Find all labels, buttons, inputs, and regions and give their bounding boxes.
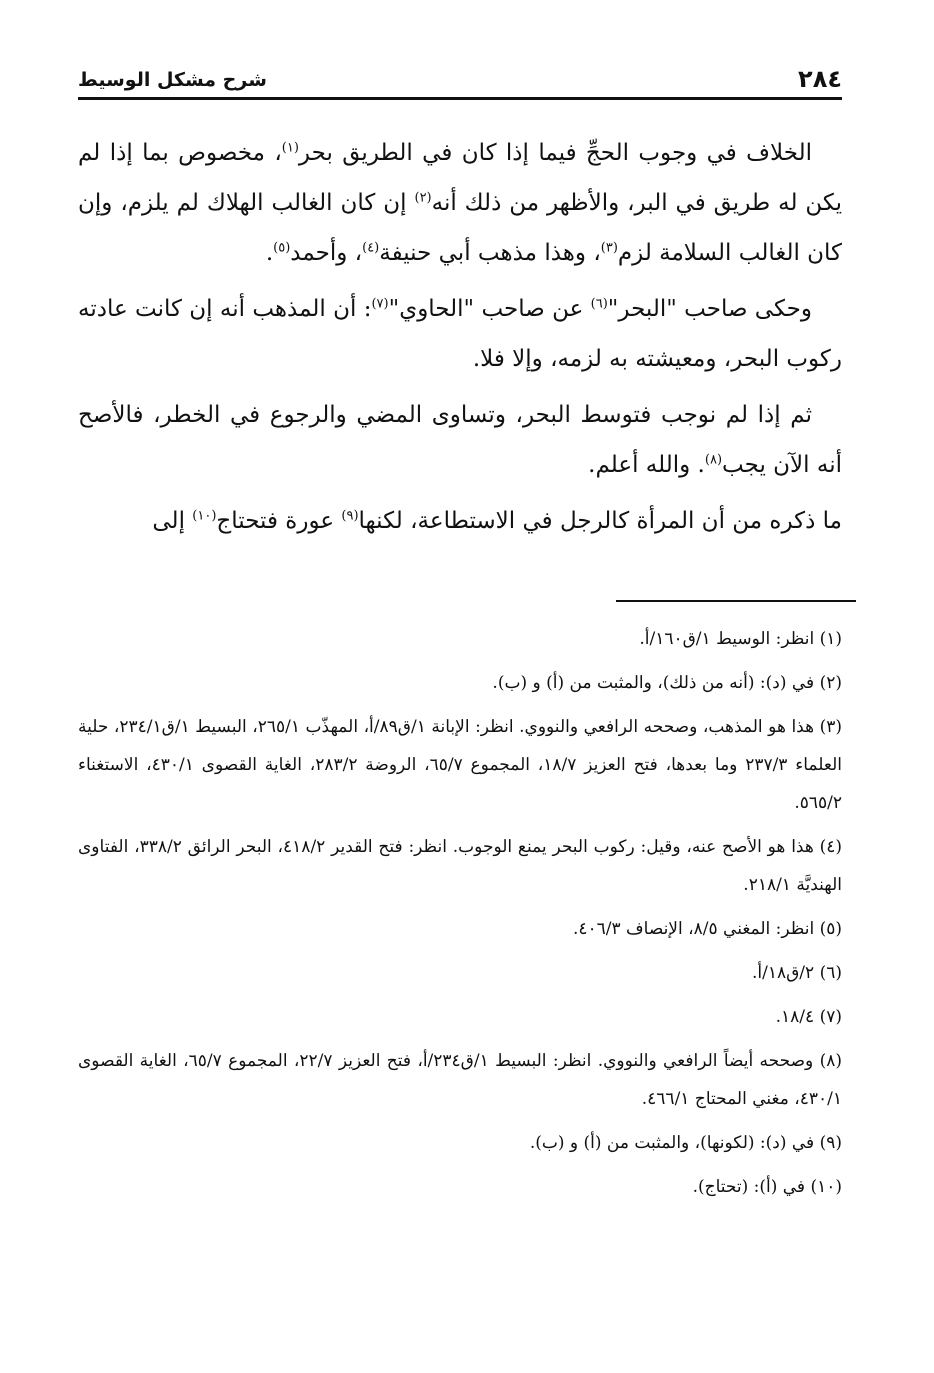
- footnote-ref-10: (١٠): [192, 508, 217, 524]
- footnote-ref-6: (٦): [590, 296, 608, 312]
- footnote-6: (٦) ٢/ق١٨/أ.: [751, 963, 842, 983]
- footnote-separator: [616, 600, 856, 602]
- running-title: شرح مشكل الوسيط: [78, 69, 267, 91]
- paragraph-3: ثم إذا لم نوجب فتوسط البحر، وتساوى المضي والرجوع في الخطر، فالأصح أنه الآن يجب$^{(٨)}$. والله أعلم.: [78, 402, 842, 478]
- footnote-4: (٤) هذا هو الأصح عنه، وقيل: ركوب البحر يمنع الوجوب. انظر: فتح القدير ٤١٨/٢، البحر الرائق ٣٣٨/٢، الفتاوى الهنديَّة ٢١٨/١.: [78, 837, 843, 895]
- footnote-ref-9: (٩): [341, 508, 359, 524]
- footnote-9: (٩) في (د): (لكونها)، والمثبت من (أ) و (ب).: [529, 1133, 842, 1153]
- paragraph-4: ما ذكره من أن المرأة كالرجل في الاستطاعة، لكنها$^{(٩)}$ عورة فتحتاج$^{(١٠)}$ إلى: [152, 508, 842, 534]
- paragraph-2: وحكى صاحب "البحر"$^{(٦)}$ عن صاحب "الحاوي"$^{(٧)}$: أن المذهب أنه إن كانت عادته ركوب البحر، ومعيشته به لزمه، وإلا فلا.: [78, 296, 842, 372]
- footnote-1: (١) انظر: الوسيط ١/ق١٦٠/أ.: [639, 629, 842, 649]
- page-number: ٢٨٤: [798, 65, 842, 93]
- footnote-ref-8: (٨): [704, 452, 723, 468]
- header-rule: [78, 97, 842, 100]
- footnote-5: (٥) انظر: المغني ٨/٥، الإنصاف ٤٠٦/٣.: [572, 919, 842, 939]
- footnote-2: (٢) في (د): (أنه من ذلك)، والمثبت من (أ) و (ب).: [492, 673, 842, 693]
- footnote-7: (٧) ١٨/٤.: [775, 1007, 842, 1027]
- footnote-ref-5: (٥): [273, 240, 291, 256]
- footnote-8: (٨) وصححه أيضاً الرافعي والنووي. انظر: البسيط ١/ق٢٣٤/أ، فتح العزيز ٢٢/٧، المجموع ٦٥/٧، الغاية القصوى ٤٣٠/١، مغني المحتاج ٤٦٦/١.: [78, 1051, 842, 1109]
- paragraph-1: الخلاف في وجوب الحجِّ فيما إذا كان في الطريق بحر$^{(١)}$، مخصوص بما إذا لم يكن له طريق في البر، والأظهر من ذلك أنه$^{(٢)}$ إن كان الغالب الهلاك لم يلزم، وإن كان الغالب السلامة لزم$^{(٣)}$، وهذا مذهب أبي حنيفة$^{(٤)}$، وأحمد$^{(٥)}$.: [78, 140, 842, 266]
- page-header: [78, 64, 842, 100]
- main-text: [78, 128, 842, 552]
- footnote-ref-1: (١): [281, 140, 299, 156]
- footnote-ref-2: (٢): [414, 190, 432, 206]
- footnotes: [78, 620, 842, 1212]
- footnote-ref-7: (٧): [371, 296, 389, 312]
- footnote-10: (١٠) في (أ): (تحتاج).: [692, 1177, 842, 1197]
- footnote-ref-4: (٤): [362, 240, 380, 256]
- footnote-3: (٣) هذا هو المذهب، وصححه الرافعي والنووي. انظر: الإبانة ١/ق٨٩/أ، المهذّب ٢٦٥/١، البسيط ١/ق٢٣٤/١، حلية العلماء ٢٣٧/٣ وما بعدها، فتح العزيز ١٨/٧، المجموع ٦٥/٧، الروضة ٢٨٣/٢، الغاية القصوى ٤٣٠/١، الاستغناء ٥٦٥/٢.: [78, 717, 842, 813]
- footnote-ref-3: (٣): [600, 240, 618, 256]
